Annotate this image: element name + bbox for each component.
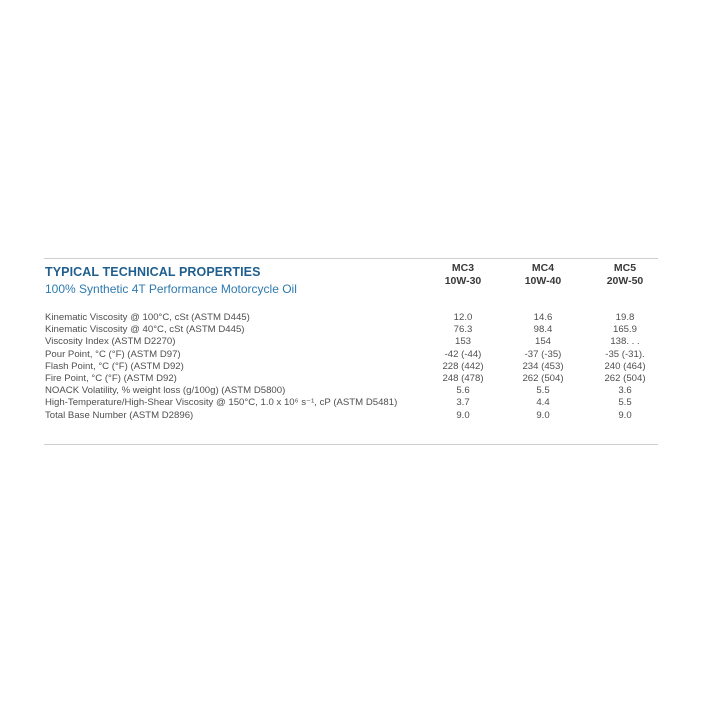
cell-mc4: 4.4 [536,397,550,409]
table-subtitle: 100% Synthetic 4T Performance Motorcycle Oil [45,282,297,296]
cell-mc5: 19.8 [615,312,635,323]
cell-mc3: 12.0 [453,312,473,323]
cell-mc3: 76.3 [453,324,473,336]
table-row [44,336,658,348]
cell-mc5: 138. . . [610,336,640,348]
cell-mc3: 5.6 [456,385,470,397]
column-header-mc3 [428,262,498,288]
row-label: Kinematic Viscosity @ 100°C, cSt (ASTM D445) [45,312,250,323]
cell-mc4: 98.4 [533,324,553,336]
column-grade: 10W-30 [444,275,482,287]
table-row [44,385,658,397]
cell-mc5: 3.6 [618,385,632,397]
column-grade: 10W-40 [524,275,562,287]
cell-mc5: 165.9 [612,324,637,336]
row-label: Viscosity Index (ASTM D2270) [45,336,176,348]
cell-mc4: 14.6 [533,312,553,323]
cell-mc5: 5.5 [618,397,632,409]
table-row [44,312,658,324]
row-label: Pour Point, °C (°F) (ASTM D97) [45,348,181,360]
cell-mc5: 240 (464) [604,360,646,372]
cell-mc4: 5.5 [536,385,550,397]
cell-mc3: -42 (-44) [444,348,482,360]
column-header-mc4 [508,262,578,288]
column-header-mc5 [590,262,660,288]
cell-mc3: 3.7 [456,397,470,409]
cell-mc3: 248 (478) [442,372,484,384]
table-body [44,312,658,422]
column-code: MC3 [451,262,475,274]
row-label: Kinematic Viscosity @ 40°C, cSt (ASTM D445) [45,324,245,336]
properties-table [44,258,658,448]
table-row [44,373,658,385]
cell-mc3: 228 (442) [442,360,484,372]
cell-mc4: 154 [534,336,551,348]
table-row [44,324,658,336]
cell-mc4: 234 (453) [522,360,564,372]
cell-mc3: 153 [454,336,471,348]
row-label: Fire Point, °C (°F) (ASTM D92) [45,372,177,384]
row-label: High-Temperature/High-Shear Viscosity @ 150°C, 1.0 x 10⁶ s⁻¹, cP (ASTM D5481) [45,397,398,409]
cell-mc5: 262 (504) [604,372,646,384]
cell-mc4: 262 (504) [522,372,564,384]
row-label: NOACK Volatility, % weight loss (g/100g) (ASTM D5800) [45,385,286,397]
row-label: Flash Point, °C (°F) (ASTM D92) [45,360,184,372]
top-divider [44,258,658,259]
cell-mc4: 9.0 [536,409,550,421]
column-grade: 20W-50 [606,275,644,287]
table-row [44,397,658,409]
table-row [44,361,658,373]
cell-mc3: 9.0 [456,409,470,421]
cell-mc5: -35 (-31). [605,348,645,360]
column-code: MC5 [613,262,637,274]
table-row [44,349,658,361]
table-row [44,410,658,422]
column-code: MC4 [531,262,555,274]
cell-mc5: 9.0 [618,409,632,421]
row-label: Total Base Number (ASTM D2896) [45,409,194,421]
bottom-divider [44,444,658,445]
cell-mc4: -37 (-35) [524,348,562,360]
table-title: TYPICAL TECHNICAL PROPERTIES [45,265,261,279]
